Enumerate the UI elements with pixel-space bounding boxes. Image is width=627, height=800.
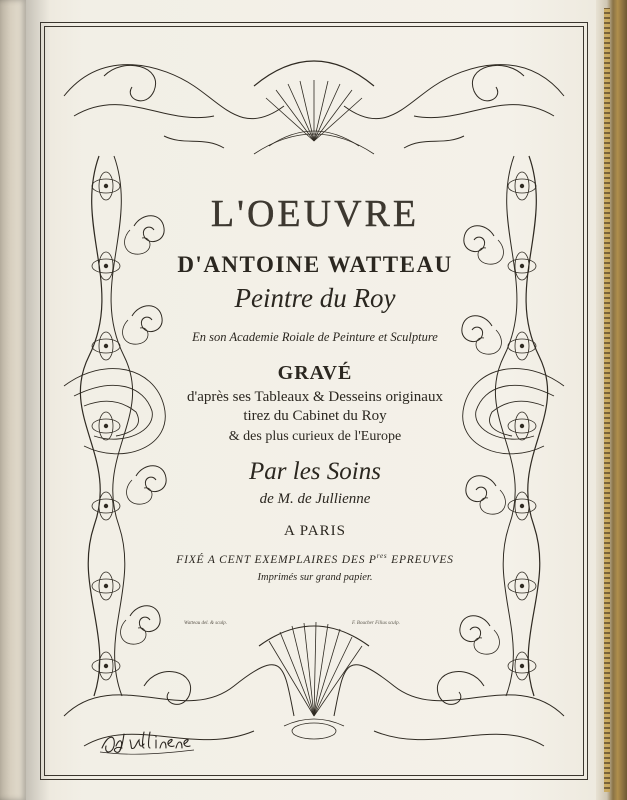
left-page-edge <box>0 0 26 800</box>
gilt-edge <box>604 8 610 792</box>
bottom-fan-ornament <box>259 622 369 739</box>
engraver-credit-right: F. Boucher Filius sculp. <box>352 621 400 626</box>
edition-note-superscript: res <box>376 552 388 560</box>
by-care-line: Par les Soins <box>249 458 381 485</box>
right-vine <box>460 156 548 696</box>
source-line-3: & des plus curieux de l'Europe <box>228 429 402 444</box>
book-title: L'OEUVRE <box>210 193 420 235</box>
engraver-credit-left: Watteau del. & sculp. <box>184 621 228 626</box>
artist-name: D'ANTOINE WATTEAU <box>177 252 453 277</box>
left-vine <box>80 156 166 696</box>
patron-line: de M. de Jullienne <box>259 491 371 507</box>
artist-role: Peintre du Roy <box>234 283 396 313</box>
edition-note-suffix: EPREUVES <box>387 553 454 566</box>
source-line-1: d'après ses Tableaux & Desseins originaux <box>187 389 443 405</box>
top-shell-ornament <box>254 61 374 154</box>
edition-note <box>120 552 510 566</box>
imprint-city: A PARIS <box>284 523 346 539</box>
engraved-heading: GRAVÉ <box>277 362 353 384</box>
paper-note: Imprimés sur grand papier. <box>257 572 373 583</box>
edition-note-prefix: FIXÉ A CENT EXEMPLAIRES DES P <box>176 553 377 566</box>
academy-line: En son Academie Roiale de Peinture et Sculpture <box>192 330 438 344</box>
handwritten-signature <box>98 728 198 758</box>
source-line-2: tirez du Cabinet du Roy <box>243 408 387 424</box>
page-edge <box>596 0 627 800</box>
